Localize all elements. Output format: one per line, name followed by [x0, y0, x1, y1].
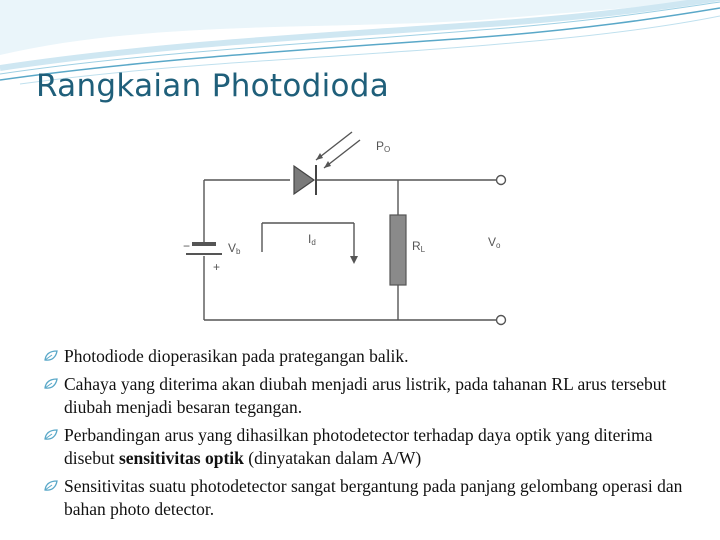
- battery-symbol: [192, 242, 216, 246]
- bullet-text: Cahaya yang diterima akan diubah menjadi arus listrik, pada tahanan RL arus tersebut diubah menjadi besaran tegangan.: [64, 373, 667, 417]
- bullet-list: [44, 345, 694, 526]
- output-terminal-top: [497, 176, 506, 185]
- bullet-text: Photodiode dioperasikan pada prategangan balik.: [64, 346, 409, 366]
- bullet-item: [44, 373, 694, 420]
- output-terminal-bottom: [497, 316, 506, 325]
- leaf-bullet-icon: [44, 480, 58, 492]
- leaf-bullet-icon: [44, 378, 58, 390]
- bullet-text: Sensitivitas suatu photodetector sangat bergantung pada panjang gelombang operasi dan bahan photo detector.: [64, 475, 683, 519]
- bullet-text-post: (dinyatakan dalam A/W): [243, 448, 422, 468]
- label-plus: +: [213, 260, 221, 274]
- bullet-item: [44, 424, 694, 471]
- label-bias-voltage: V: [228, 241, 237, 255]
- label-current: I: [308, 232, 312, 246]
- bullet-text-bold: sensitivitas optik: [118, 448, 244, 468]
- label-resistor-sub: L: [420, 245, 426, 254]
- slide-title: Rangkaian Photodioda: [36, 68, 390, 104]
- label-output-voltage: V: [488, 235, 497, 249]
- label-bias-sub: b: [236, 247, 241, 256]
- bullet-item: [44, 475, 694, 522]
- bullet-text-pre: Perbandingan arus yang dihasilkan photodetector terhadap daya optik yang diterima disebut: [64, 424, 653, 468]
- label-output-sub: o: [496, 241, 501, 250]
- label-resistor: R: [412, 239, 421, 253]
- leaf-bullet-icon: [44, 350, 58, 362]
- photodiode-circuit-diagram: [176, 130, 516, 330]
- leaf-bullet-icon: [44, 429, 58, 441]
- label-power: P: [376, 139, 385, 153]
- label-power-sub: O: [384, 145, 391, 154]
- label-current-sub: d: [311, 238, 316, 247]
- bullet-item: [44, 345, 694, 369]
- load-resistor-symbol: [390, 215, 406, 285]
- label-minus: −: [183, 239, 191, 253]
